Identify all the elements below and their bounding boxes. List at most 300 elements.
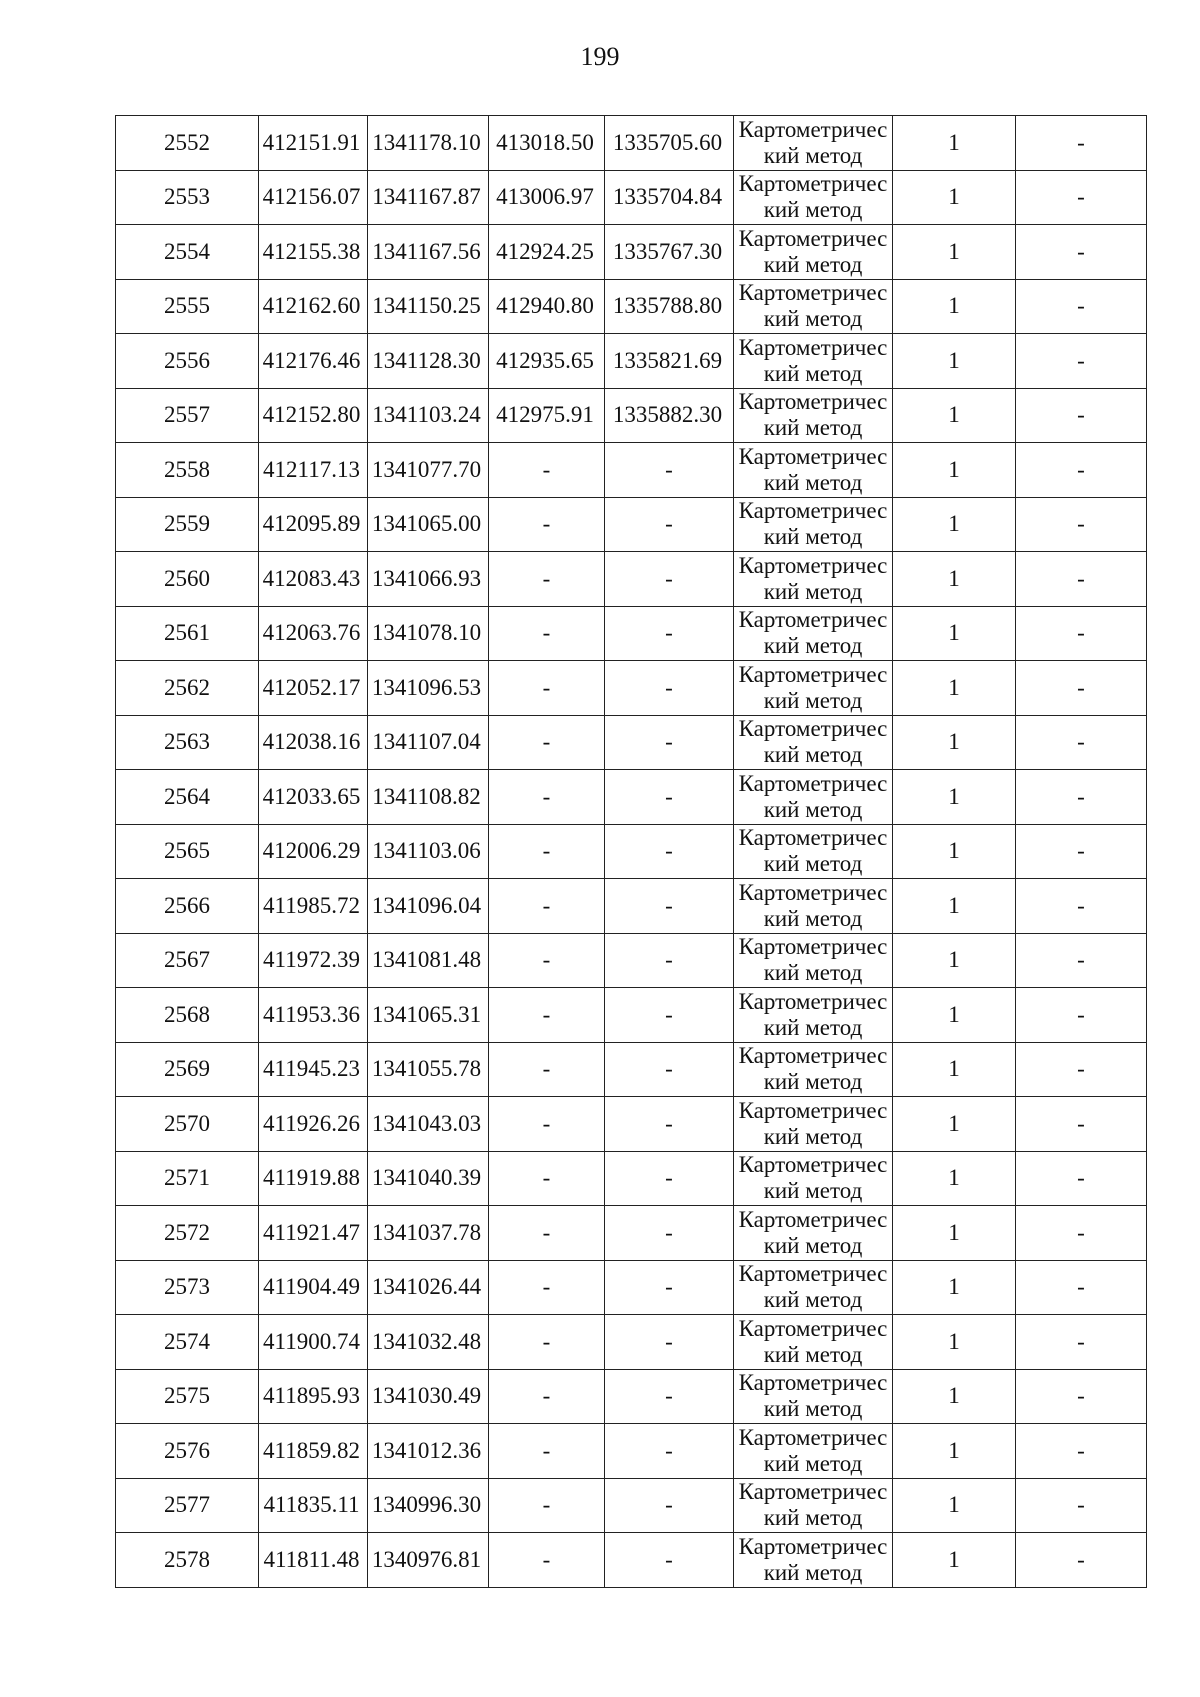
- method-line-2: кий метод: [763, 1450, 863, 1476]
- cell-x-coordinate: 412176.46: [259, 334, 368, 389]
- cell-method: [734, 497, 893, 552]
- method-line-2: кий метод: [763, 469, 863, 495]
- table-row: [116, 334, 1147, 389]
- cell-accuracy: 1: [893, 1424, 1016, 1479]
- table-row: [116, 661, 1147, 716]
- method-line-1: Картометричес: [738, 334, 888, 360]
- cell-y-previous: -: [605, 933, 734, 988]
- cell-x-previous: -: [489, 552, 605, 607]
- cell-accuracy: 1: [893, 1151, 1016, 1206]
- cell-y-coordinate: 1341032.48: [368, 1315, 489, 1370]
- cell-x-previous: -: [489, 661, 605, 716]
- table-row: [116, 770, 1147, 825]
- cell-y-coordinate: 1341043.03: [368, 1097, 489, 1152]
- cell-accuracy: 1: [893, 225, 1016, 280]
- cell-x-previous: -: [489, 1315, 605, 1370]
- cell-x-coordinate: 411985.72: [259, 879, 368, 934]
- cell-y-coordinate: 1341037.78: [368, 1206, 489, 1261]
- method-line-1: Картометричес: [738, 879, 888, 905]
- cell-note: -: [1016, 715, 1147, 770]
- cell-point-number: 2552: [116, 116, 259, 171]
- table-row: [116, 1206, 1147, 1261]
- cell-method: [734, 279, 893, 334]
- cell-note: -: [1016, 1260, 1147, 1315]
- cell-x-coordinate: 412117.13: [259, 443, 368, 498]
- method-line-2: кий метод: [763, 905, 863, 931]
- cell-method: [734, 933, 893, 988]
- cell-accuracy: 1: [893, 933, 1016, 988]
- table-row: [116, 116, 1147, 171]
- method-line-1: Картометричес: [738, 116, 888, 142]
- cell-method: [734, 1151, 893, 1206]
- cell-y-previous: -: [605, 1369, 734, 1424]
- cell-method: [734, 661, 893, 716]
- cell-y-coordinate: 1341103.06: [368, 824, 489, 879]
- method-line-2: кий метод: [763, 742, 863, 768]
- method-line-2: кий метод: [763, 142, 863, 168]
- cell-x-coordinate: 412033.65: [259, 770, 368, 825]
- cell-y-coordinate: 1341167.87: [368, 170, 489, 225]
- cell-method: [734, 334, 893, 389]
- cell-accuracy: 1: [893, 988, 1016, 1043]
- cell-point-number: 2576: [116, 1424, 259, 1479]
- cell-point-number: 2563: [116, 715, 259, 770]
- cell-note: -: [1016, 552, 1147, 607]
- cell-y-coordinate: 1341096.53: [368, 661, 489, 716]
- cell-y-coordinate: 1341096.04: [368, 879, 489, 934]
- method-line-2: кий метод: [763, 1505, 863, 1531]
- table-row: [116, 552, 1147, 607]
- cell-point-number: 2558: [116, 443, 259, 498]
- cell-y-previous: -: [605, 1315, 734, 1370]
- page-number: 199: [580, 42, 620, 71]
- cell-x-coordinate: 411919.88: [259, 1151, 368, 1206]
- method-line-2: кий метод: [763, 1396, 863, 1422]
- cell-y-coordinate: 1341065.31: [368, 988, 489, 1043]
- cell-accuracy: 1: [893, 497, 1016, 552]
- cell-y-previous: -: [605, 1260, 734, 1315]
- cell-y-coordinate: 1341128.30: [368, 334, 489, 389]
- cell-y-coordinate: 1341108.82: [368, 770, 489, 825]
- cell-x-coordinate: 411859.82: [259, 1424, 368, 1479]
- cell-x-coordinate: 412038.16: [259, 715, 368, 770]
- cell-y-previous: -: [605, 1042, 734, 1097]
- cell-method: [734, 606, 893, 661]
- method-line-1: Картометричес: [738, 1533, 888, 1559]
- cell-y-coordinate: 1341012.36: [368, 1424, 489, 1479]
- cell-note: -: [1016, 1315, 1147, 1370]
- cell-accuracy: 1: [893, 879, 1016, 934]
- cell-accuracy: 1: [893, 1206, 1016, 1261]
- table-row: [116, 988, 1147, 1043]
- cell-y-coordinate: 1341178.10: [368, 116, 489, 171]
- cell-x-previous: -: [489, 1097, 605, 1152]
- cell-accuracy: 1: [893, 1533, 1016, 1588]
- method-line-1: Картометричес: [738, 988, 888, 1014]
- cell-method: [734, 1315, 893, 1370]
- cell-note: -: [1016, 933, 1147, 988]
- cell-point-number: 2565: [116, 824, 259, 879]
- cell-x-previous: -: [489, 606, 605, 661]
- method-line-1: Картометричес: [738, 934, 888, 960]
- cell-y-coordinate: 1340996.30: [368, 1478, 489, 1533]
- cell-note: -: [1016, 1369, 1147, 1424]
- table-row: [116, 1042, 1147, 1097]
- cell-note: -: [1016, 1151, 1147, 1206]
- cell-note: -: [1016, 1042, 1147, 1097]
- method-line-2: кий метод: [763, 687, 863, 713]
- cell-x-coordinate: 411953.36: [259, 988, 368, 1043]
- cell-point-number: 2577: [116, 1478, 259, 1533]
- cell-point-number: 2556: [116, 334, 259, 389]
- cell-point-number: 2562: [116, 661, 259, 716]
- cell-note: -: [1016, 606, 1147, 661]
- cell-x-previous: -: [489, 1260, 605, 1315]
- cell-y-coordinate: 1341030.49: [368, 1369, 489, 1424]
- cell-x-coordinate: 412155.38: [259, 225, 368, 280]
- method-line-1: Картометричес: [738, 716, 888, 742]
- method-line-1: Картометричес: [738, 1206, 888, 1232]
- cell-note: -: [1016, 170, 1147, 225]
- cell-accuracy: 1: [893, 443, 1016, 498]
- cell-accuracy: 1: [893, 1315, 1016, 1370]
- cell-note: -: [1016, 388, 1147, 443]
- table-row: [116, 1260, 1147, 1315]
- cell-y-previous: -: [605, 1478, 734, 1533]
- cell-accuracy: 1: [893, 1097, 1016, 1152]
- method-line-1: Картометричес: [738, 389, 888, 415]
- cell-y-previous: -: [605, 1533, 734, 1588]
- cell-x-coordinate: 411972.39: [259, 933, 368, 988]
- cell-x-coordinate: 412095.89: [259, 497, 368, 552]
- cell-accuracy: 1: [893, 116, 1016, 171]
- method-line-2: кий метод: [763, 1014, 863, 1040]
- cell-accuracy: 1: [893, 552, 1016, 607]
- cell-x-previous: -: [489, 1369, 605, 1424]
- cell-accuracy: 1: [893, 334, 1016, 389]
- table-row: [116, 1478, 1147, 1533]
- cell-method: [734, 1097, 893, 1152]
- table-row: [116, 388, 1147, 443]
- cell-note: -: [1016, 225, 1147, 280]
- cell-x-previous: 413006.97: [489, 170, 605, 225]
- table-row: [116, 715, 1147, 770]
- method-line-2: кий метод: [763, 524, 863, 550]
- cell-x-coordinate: 412006.29: [259, 824, 368, 879]
- cell-method: [734, 225, 893, 280]
- cell-x-previous: -: [489, 1151, 605, 1206]
- cell-y-previous: -: [605, 497, 734, 552]
- method-line-1: Картометричес: [738, 607, 888, 633]
- method-line-1: Картометричес: [738, 770, 888, 796]
- cell-point-number: 2574: [116, 1315, 259, 1370]
- method-line-1: Картометричес: [738, 1479, 888, 1505]
- cell-note: -: [1016, 116, 1147, 171]
- cell-y-previous: 1335705.60: [605, 116, 734, 171]
- cell-x-previous: 413018.50: [489, 116, 605, 171]
- cell-y-previous: 1335788.80: [605, 279, 734, 334]
- cell-note: -: [1016, 334, 1147, 389]
- cell-point-number: 2575: [116, 1369, 259, 1424]
- cell-note: -: [1016, 661, 1147, 716]
- cell-accuracy: 1: [893, 1478, 1016, 1533]
- cell-point-number: 2561: [116, 606, 259, 661]
- cell-point-number: 2560: [116, 552, 259, 607]
- table-row: [116, 279, 1147, 334]
- cell-x-previous: 412940.80: [489, 279, 605, 334]
- method-line-2: кий метод: [763, 306, 863, 332]
- method-line-2: кий метод: [763, 633, 863, 659]
- method-line-1: Картометричес: [738, 280, 888, 306]
- method-line-1: Картометричес: [738, 443, 888, 469]
- cell-y-previous: -: [605, 988, 734, 1043]
- cell-method: [734, 1260, 893, 1315]
- cell-method: [734, 824, 893, 879]
- cell-y-coordinate: 1341081.48: [368, 933, 489, 988]
- cell-note: -: [1016, 1533, 1147, 1588]
- cell-method: [734, 879, 893, 934]
- method-line-2: кий метод: [763, 415, 863, 441]
- cell-y-previous: -: [605, 661, 734, 716]
- cell-y-previous: -: [605, 824, 734, 879]
- cell-x-previous: -: [489, 497, 605, 552]
- cell-x-coordinate: 412156.07: [259, 170, 368, 225]
- cell-point-number: 2568: [116, 988, 259, 1043]
- cell-method: [734, 988, 893, 1043]
- cell-note: -: [1016, 1206, 1147, 1261]
- cell-point-number: 2578: [116, 1533, 259, 1588]
- cell-method: [734, 552, 893, 607]
- cell-method: [734, 1424, 893, 1479]
- table-row: [116, 1369, 1147, 1424]
- table-row: [116, 1533, 1147, 1588]
- cell-x-coordinate: 411900.74: [259, 1315, 368, 1370]
- method-line-2: кий метод: [763, 1178, 863, 1204]
- cell-y-previous: -: [605, 879, 734, 934]
- cell-method: [734, 388, 893, 443]
- cell-y-previous: -: [605, 1151, 734, 1206]
- cell-x-previous: -: [489, 770, 605, 825]
- table-row: [116, 497, 1147, 552]
- cell-y-coordinate: 1341103.24: [368, 388, 489, 443]
- method-line-2: кий метод: [763, 1287, 863, 1313]
- method-line-1: Картометричес: [738, 1152, 888, 1178]
- cell-y-coordinate: 1341107.04: [368, 715, 489, 770]
- method-line-1: Картометричес: [738, 552, 888, 578]
- cell-x-coordinate: 412083.43: [259, 552, 368, 607]
- cell-point-number: 2572: [116, 1206, 259, 1261]
- method-line-2: кий метод: [763, 1232, 863, 1258]
- cell-note: -: [1016, 1097, 1147, 1152]
- cell-accuracy: 1: [893, 1260, 1016, 1315]
- cell-y-previous: -: [605, 443, 734, 498]
- method-line-2: кий метод: [763, 851, 863, 877]
- table-row: [116, 824, 1147, 879]
- cell-x-coordinate: 411835.11: [259, 1478, 368, 1533]
- method-line-1: Картометричес: [738, 498, 888, 524]
- cell-note: -: [1016, 824, 1147, 879]
- cell-x-previous: -: [489, 933, 605, 988]
- method-line-1: Картометричес: [738, 1424, 888, 1450]
- method-line-1: Картометричес: [738, 171, 888, 197]
- cell-y-coordinate: 1341167.56: [368, 225, 489, 280]
- cell-accuracy: 1: [893, 606, 1016, 661]
- cell-method: [734, 1369, 893, 1424]
- method-line-2: кий метод: [763, 360, 863, 386]
- cell-note: -: [1016, 770, 1147, 825]
- cell-method: [734, 1042, 893, 1097]
- cell-x-previous: -: [489, 1206, 605, 1261]
- table-row: [116, 1315, 1147, 1370]
- cell-point-number: 2564: [116, 770, 259, 825]
- cell-y-previous: -: [605, 1097, 734, 1152]
- cell-y-previous: 1335767.30: [605, 225, 734, 280]
- method-line-2: кий метод: [763, 197, 863, 223]
- cell-method: [734, 1478, 893, 1533]
- method-line-1: Картометричес: [738, 1315, 888, 1341]
- cell-x-previous: 412975.91: [489, 388, 605, 443]
- cell-x-coordinate: 412063.76: [259, 606, 368, 661]
- cell-x-coordinate: 412052.17: [259, 661, 368, 716]
- cell-point-number: 2567: [116, 933, 259, 988]
- method-line-2: кий метод: [763, 578, 863, 604]
- method-line-2: кий метод: [763, 1069, 863, 1095]
- cell-y-coordinate: 1341040.39: [368, 1151, 489, 1206]
- cell-y-coordinate: 1341065.00: [368, 497, 489, 552]
- cell-y-coordinate: 1341026.44: [368, 1260, 489, 1315]
- table-body: [116, 116, 1147, 1588]
- cell-point-number: 2573: [116, 1260, 259, 1315]
- cell-y-previous: 1335821.69: [605, 334, 734, 389]
- cell-x-previous: -: [489, 1478, 605, 1533]
- cell-y-coordinate: 1341077.70: [368, 443, 489, 498]
- cell-accuracy: 1: [893, 824, 1016, 879]
- cell-note: -: [1016, 879, 1147, 934]
- cell-x-coordinate: 412162.60: [259, 279, 368, 334]
- cell-y-previous: -: [605, 715, 734, 770]
- cell-method: [734, 1533, 893, 1588]
- method-line-2: кий метод: [763, 796, 863, 822]
- cell-y-coordinate: 1341078.10: [368, 606, 489, 661]
- cell-accuracy: 1: [893, 388, 1016, 443]
- cell-y-previous: 1335704.84: [605, 170, 734, 225]
- cell-point-number: 2571: [116, 1151, 259, 1206]
- cell-method: [734, 443, 893, 498]
- cell-accuracy: 1: [893, 715, 1016, 770]
- cell-y-coordinate: 1340976.81: [368, 1533, 489, 1588]
- table-row: [116, 1424, 1147, 1479]
- cell-x-previous: 412924.25: [489, 225, 605, 280]
- cell-method: [734, 1206, 893, 1261]
- method-line-1: Картометричес: [738, 825, 888, 851]
- cell-x-previous: -: [489, 443, 605, 498]
- cell-y-previous: -: [605, 1424, 734, 1479]
- cell-y-coordinate: 1341066.93: [368, 552, 489, 607]
- cell-y-previous: -: [605, 552, 734, 607]
- cell-x-previous: -: [489, 1424, 605, 1479]
- cell-x-previous: -: [489, 988, 605, 1043]
- method-line-1: Картометричес: [738, 1097, 888, 1123]
- cell-x-coordinate: 411926.26: [259, 1097, 368, 1152]
- cell-x-coordinate: 411945.23: [259, 1042, 368, 1097]
- cell-accuracy: 1: [893, 279, 1016, 334]
- cell-point-number: 2553: [116, 170, 259, 225]
- table-row: [116, 879, 1147, 934]
- method-line-2: кий метод: [763, 1123, 863, 1149]
- cell-y-previous: -: [605, 606, 734, 661]
- method-line-1: Картометричес: [738, 661, 888, 687]
- cell-note: -: [1016, 279, 1147, 334]
- cell-x-previous: -: [489, 1533, 605, 1588]
- cell-x-coordinate: 411921.47: [259, 1206, 368, 1261]
- cell-x-previous: -: [489, 715, 605, 770]
- cell-x-previous: 412935.65: [489, 334, 605, 389]
- table-row: [116, 933, 1147, 988]
- method-line-1: Картометричес: [738, 1370, 888, 1396]
- table-row: [116, 606, 1147, 661]
- cell-x-previous: -: [489, 1042, 605, 1097]
- cell-x-coordinate: 412151.91: [259, 116, 368, 171]
- cell-note: -: [1016, 497, 1147, 552]
- cell-note: -: [1016, 443, 1147, 498]
- cell-accuracy: 1: [893, 661, 1016, 716]
- cell-point-number: 2569: [116, 1042, 259, 1097]
- method-line-1: Картометричес: [738, 1043, 888, 1069]
- cell-x-coordinate: 411904.49: [259, 1260, 368, 1315]
- cell-method: [734, 170, 893, 225]
- cell-y-previous: 1335882.30: [605, 388, 734, 443]
- cell-method: [734, 770, 893, 825]
- table-row: [116, 170, 1147, 225]
- table-row: [116, 443, 1147, 498]
- cell-point-number: 2555: [116, 279, 259, 334]
- cell-accuracy: 1: [893, 170, 1016, 225]
- cell-point-number: 2570: [116, 1097, 259, 1152]
- cell-x-coordinate: 411811.48: [259, 1533, 368, 1588]
- method-line-1: Картометричес: [738, 225, 888, 251]
- cell-x-coordinate: 412152.80: [259, 388, 368, 443]
- cell-x-previous: -: [489, 824, 605, 879]
- cell-note: -: [1016, 988, 1147, 1043]
- cell-point-number: 2557: [116, 388, 259, 443]
- cell-point-number: 2559: [116, 497, 259, 552]
- cell-x-previous: -: [489, 879, 605, 934]
- cell-note: -: [1016, 1424, 1147, 1479]
- cell-y-previous: -: [605, 770, 734, 825]
- cell-y-coordinate: 1341150.25: [368, 279, 489, 334]
- cell-method: [734, 116, 893, 171]
- method-line-2: кий метод: [763, 960, 863, 986]
- cell-y-coordinate: 1341055.78: [368, 1042, 489, 1097]
- table-row: [116, 225, 1147, 280]
- cell-point-number: 2554: [116, 225, 259, 280]
- cell-method: [734, 715, 893, 770]
- method-line-2: кий метод: [763, 1341, 863, 1367]
- method-line-1: Картометричес: [738, 1261, 888, 1287]
- cell-note: -: [1016, 1478, 1147, 1533]
- cell-accuracy: 1: [893, 1369, 1016, 1424]
- cell-point-number: 2566: [116, 879, 259, 934]
- coordinates-table: [115, 115, 1147, 1588]
- method-line-2: кий метод: [763, 1559, 863, 1585]
- cell-accuracy: 1: [893, 1042, 1016, 1097]
- cell-accuracy: 1: [893, 770, 1016, 825]
- cell-y-previous: -: [605, 1206, 734, 1261]
- method-line-2: кий метод: [763, 251, 863, 277]
- cell-x-coordinate: 411895.93: [259, 1369, 368, 1424]
- table-row: [116, 1151, 1147, 1206]
- table-row: [116, 1097, 1147, 1152]
